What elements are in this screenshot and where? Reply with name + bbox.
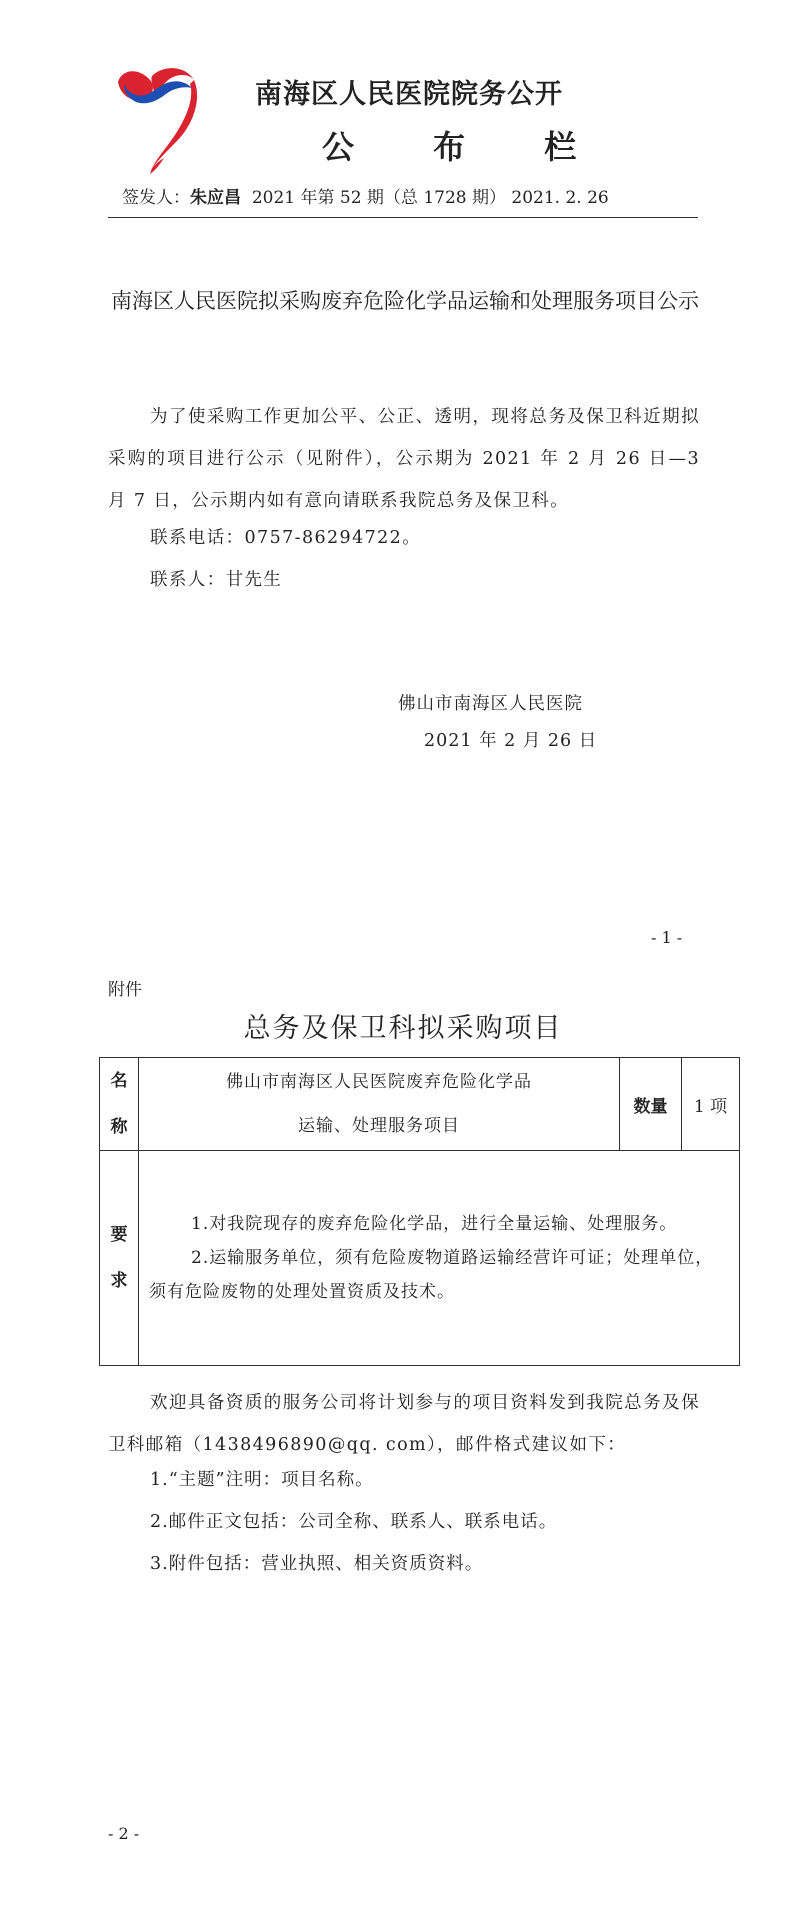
contact-person: 联系人：甘先生	[150, 570, 283, 590]
notice-paragraph: 为了使采购工作更加公平、公正、透明，现将总务及保卫科近期拟采购的项目进行公示（见附件），公示期为 2021 年 2 月 26 日—3 月 7 日，公示期内如有意向请联系我院总务及保卫科。	[108, 407, 700, 511]
name-label-cell: 名 称	[100, 1058, 139, 1151]
page-number-2: - 2 -	[108, 1824, 140, 1843]
hospital-logo	[112, 64, 204, 176]
notice-title: 南海区人民医院拟采购废弃危险化学品运输和处理服务项目公示	[111, 289, 699, 313]
page-number-1: - 1 -	[651, 928, 683, 947]
signature-date: 2021 年 2 月 26 日	[424, 731, 598, 751]
issuer-label: 签发人：	[122, 188, 190, 208]
issue-info: 2021 年第 52 期（总 1728 期） 2021. 2. 26	[251, 188, 609, 208]
quantity-label: 数量	[620, 1058, 682, 1151]
table-row-requirements	[100, 1151, 740, 1366]
signature-org: 佛山市南海区人民医院	[398, 694, 583, 714]
attachment-title: 总务及保卫科拟采购项目	[243, 1013, 563, 1044]
instruction-item-3: 3.附件包括：营业执照、相关资质资料。	[150, 1554, 484, 1574]
table-row-name	[100, 1058, 740, 1151]
requirement-1: 1.对我院现存的废弃危险化学品，进行全量运输、处理服务。	[191, 1214, 678, 1234]
instructions-intro: 欢迎具备资质的服务公司将计划参与的项目资料发到我院总务及保卫科邮箱（1438496890@qq. com），邮件格式建议如下：	[108, 1393, 700, 1455]
contact-phone: 联系电话：0757-86294722。	[150, 528, 422, 548]
issue-line	[122, 183, 609, 208]
requirements-cell	[139, 1151, 740, 1366]
requirement-2: 2.运输服务单位，须有危险废物道路运输经营许可证；处理单位，须有危险废物的处理处置资质及技术。	[149, 1248, 714, 1302]
requirements-label-cell: 要 求	[100, 1151, 139, 1366]
instruction-item-2: 2.邮件正文包括：公司全称、联系人、联系电话。	[150, 1512, 558, 1532]
project-name-cell: 佛山市南海区人民医院废弃危险化学品 运输、处理服务项目	[139, 1058, 620, 1151]
header-divider	[108, 217, 698, 218]
procurement-table	[99, 1057, 740, 1366]
instruction-item-1: 1.“主题”注明：项目名称。	[150, 1470, 374, 1490]
header-subtitle: 公 布 栏	[322, 128, 611, 166]
issuer-name: 朱应昌	[190, 188, 241, 208]
header-title: 南海区人民医院院务公开	[255, 79, 563, 110]
quantity-value: 1 项	[682, 1058, 740, 1151]
attachment-label: 附件	[108, 980, 142, 1000]
